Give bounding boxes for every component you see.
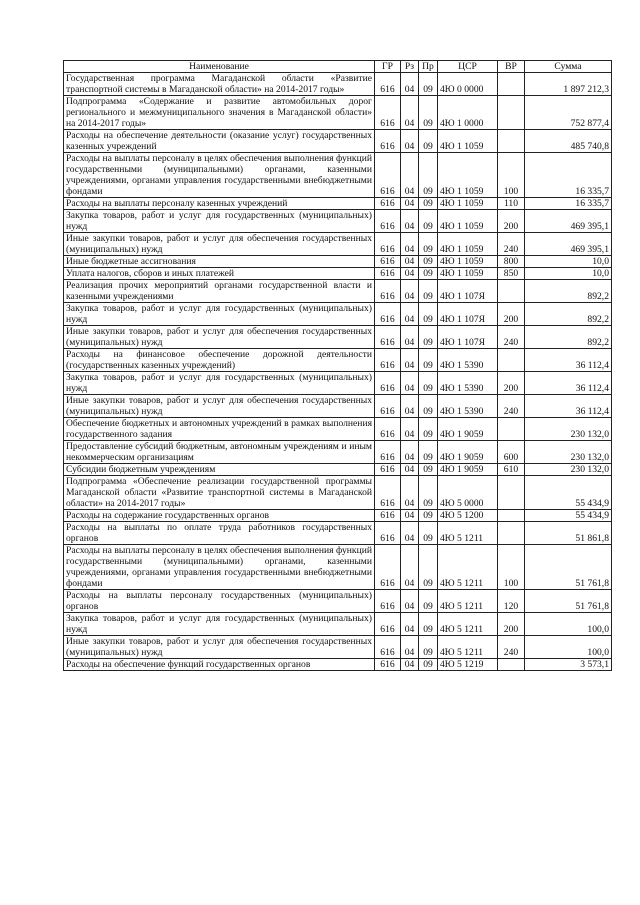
cell-gr: 616 [375, 613, 401, 636]
table-row [64, 96, 612, 130]
cell-csr: 4Ю 5 1200 [438, 510, 498, 522]
cell-csr: 4Ю 5 1219 [438, 659, 498, 671]
cell-name: Закупка товаров, работ и услуг для государственных (муниципальных) нужд [64, 372, 375, 395]
cell-pr: 09 [419, 268, 438, 280]
cell-name: Субсидии бюджетным учреждениям [64, 464, 375, 476]
cell-csr: 4Ю 1 9059 [438, 418, 498, 441]
cell-vr: 100 [498, 153, 525, 198]
cell-sum: 892,2 [525, 303, 612, 326]
cell-name: Расходы на обеспечение деятельности (оказание услуг) государственных казенных учреждений [64, 130, 375, 153]
cell-rz: 04 [401, 636, 419, 659]
table-row [64, 198, 612, 210]
cell-sum: 16 335,7 [525, 153, 612, 198]
cell-rz: 04 [401, 464, 419, 476]
cell-csr: 4Ю 1 9059 [438, 464, 498, 476]
cell-name: Государственная программа Магаданской области «Развитие транспортной системы в Магаданской области» на 2014-2017 годы» [64, 73, 375, 96]
table-row [64, 326, 612, 349]
cell-pr: 09 [419, 233, 438, 256]
cell-pr: 09 [419, 372, 438, 395]
table-row [64, 210, 612, 233]
cell-rz: 04 [401, 395, 419, 418]
table-row [64, 510, 612, 522]
cell-gr: 616 [375, 198, 401, 210]
table-row [64, 268, 612, 280]
cell-csr: 4Ю 1 107Я [438, 303, 498, 326]
cell-csr: 4Ю 0 0000 [438, 73, 498, 96]
cell-vr: 240 [498, 636, 525, 659]
header-vr: ВР [498, 61, 525, 73]
cell-gr: 616 [375, 210, 401, 233]
cell-sum: 55 434,9 [525, 476, 612, 510]
table-body [64, 73, 612, 671]
cell-name: Расходы на выплаты персоналу в целях обеспечения выполнения функций государственными (муниципальными) органами, казенными учреждениями, органами управления государственными внебюджетными фондами [64, 153, 375, 198]
cell-csr: 4Ю 5 0000 [438, 476, 498, 510]
cell-rz: 04 [401, 418, 419, 441]
cell-name: Иные закупки товаров, работ и услуг для обеспечения государственных (муниципальных) нужд [64, 233, 375, 256]
cell-name: Расходы на выплаты персоналу в целях обеспечения выполнения функций государственными (муниципальными) органами, казенными учреждениями, органами управления государственными внебюджетными фондами [64, 545, 375, 590]
cell-rz: 04 [401, 476, 419, 510]
cell-pr: 09 [419, 73, 438, 96]
cell-sum: 752 877,4 [525, 96, 612, 130]
cell-rz: 04 [401, 198, 419, 210]
cell-pr: 09 [419, 613, 438, 636]
cell-rz: 04 [401, 510, 419, 522]
cell-gr: 616 [375, 659, 401, 671]
cell-csr: 4Ю 1 5390 [438, 395, 498, 418]
cell-sum: 230 132,0 [525, 441, 612, 464]
table-row [64, 303, 612, 326]
table-row [64, 464, 612, 476]
cell-csr: 4Ю 1 107Я [438, 326, 498, 349]
document-page [63, 60, 611, 671]
cell-pr: 09 [419, 510, 438, 522]
cell-pr: 09 [419, 210, 438, 233]
cell-sum: 36 112,4 [525, 395, 612, 418]
table-row [64, 233, 612, 256]
cell-sum: 55 434,9 [525, 510, 612, 522]
cell-csr: 4Ю 1 1059 [438, 233, 498, 256]
cell-gr: 616 [375, 418, 401, 441]
cell-rz: 04 [401, 256, 419, 268]
cell-gr: 616 [375, 130, 401, 153]
cell-pr: 09 [419, 590, 438, 613]
cell-vr [498, 349, 525, 372]
header-name: Наименование [64, 61, 375, 73]
cell-rz: 04 [401, 545, 419, 590]
cell-sum: 100,0 [525, 613, 612, 636]
cell-sum: 51 761,8 [525, 590, 612, 613]
table-row [64, 349, 612, 372]
table-row [64, 522, 612, 545]
table-row [64, 545, 612, 590]
cell-gr: 616 [375, 372, 401, 395]
cell-pr: 09 [419, 198, 438, 210]
cell-sum: 16 335,7 [525, 198, 612, 210]
cell-csr: 4Ю 5 1211 [438, 590, 498, 613]
cell-csr: 4Ю 1 9059 [438, 441, 498, 464]
table-row [64, 613, 612, 636]
cell-rz: 04 [401, 613, 419, 636]
budget-table [63, 60, 612, 671]
table-row [64, 153, 612, 198]
cell-pr: 09 [419, 659, 438, 671]
cell-vr: 240 [498, 395, 525, 418]
cell-csr: 4Ю 1 5390 [438, 372, 498, 395]
cell-gr: 616 [375, 303, 401, 326]
cell-name: Реализация прочих мероприятий органами государственной власти и казенными учреждениями [64, 280, 375, 303]
cell-vr: 200 [498, 210, 525, 233]
cell-sum: 469 395,1 [525, 233, 612, 256]
cell-rz: 04 [401, 130, 419, 153]
cell-name: Иные бюджетные ассигнования [64, 256, 375, 268]
cell-gr: 616 [375, 280, 401, 303]
cell-gr: 616 [375, 96, 401, 130]
table-row [64, 395, 612, 418]
cell-rz: 04 [401, 73, 419, 96]
cell-name: Обеспечение бюджетных и автономных учреждений в рамках выполнения государственного задания [64, 418, 375, 441]
cell-vr [498, 280, 525, 303]
cell-gr: 616 [375, 636, 401, 659]
cell-vr: 120 [498, 590, 525, 613]
cell-rz: 04 [401, 659, 419, 671]
cell-pr: 09 [419, 326, 438, 349]
cell-vr: 200 [498, 372, 525, 395]
cell-rz: 04 [401, 522, 419, 545]
cell-name: Расходы на выплаты персоналу казенных учреждений [64, 198, 375, 210]
header-rz: Рз [401, 61, 419, 73]
cell-csr: 4Ю 1 1059 [438, 198, 498, 210]
cell-rz: 04 [401, 326, 419, 349]
cell-pr: 09 [419, 395, 438, 418]
cell-sum: 10,0 [525, 268, 612, 280]
cell-pr: 09 [419, 96, 438, 130]
cell-sum: 100,0 [525, 636, 612, 659]
table-row [64, 636, 612, 659]
cell-vr: 610 [498, 464, 525, 476]
cell-rz: 04 [401, 268, 419, 280]
cell-vr [498, 130, 525, 153]
cell-vr: 240 [498, 326, 525, 349]
cell-vr [498, 659, 525, 671]
cell-vr: 200 [498, 613, 525, 636]
cell-name: Закупка товаров, работ и услуг для государственных (муниципальных) нужд [64, 210, 375, 233]
cell-gr: 616 [375, 73, 401, 96]
table-row [64, 256, 612, 268]
cell-gr: 616 [375, 349, 401, 372]
cell-pr: 09 [419, 522, 438, 545]
cell-gr: 616 [375, 464, 401, 476]
cell-gr: 616 [375, 395, 401, 418]
cell-pr: 09 [419, 130, 438, 153]
cell-pr: 09 [419, 280, 438, 303]
cell-gr: 616 [375, 153, 401, 198]
cell-sum: 51 861,8 [525, 522, 612, 545]
table-row [64, 372, 612, 395]
cell-pr: 09 [419, 303, 438, 326]
cell-pr: 09 [419, 441, 438, 464]
cell-vr [498, 73, 525, 96]
cell-gr: 616 [375, 268, 401, 280]
cell-vr [498, 522, 525, 545]
cell-name: Расходы на содержание государственных органов [64, 510, 375, 522]
header-csr: ЦСР [438, 61, 498, 73]
header-gr: ГР [375, 61, 401, 73]
cell-vr: 100 [498, 545, 525, 590]
cell-sum: 485 740,8 [525, 130, 612, 153]
header-pr: Пр [419, 61, 438, 73]
cell-gr: 616 [375, 326, 401, 349]
cell-gr: 616 [375, 590, 401, 613]
cell-name: Подпрограмма «Содержание и развитие автомобильных дорог регионального и межмуниципального значения в Магаданской области» на 2014-2017 годы» [64, 96, 375, 130]
cell-name: Подпрограмма «Обеспечение реализации государственной программы Магаданской области «Развитие транспортной системы в Магаданской области» на 2014-2017 годы» [64, 476, 375, 510]
table-row [64, 130, 612, 153]
cell-name: Иные закупки товаров, работ и услуг для обеспечения государственных (муниципальных) нужд [64, 395, 375, 418]
cell-vr: 800 [498, 256, 525, 268]
cell-gr: 616 [375, 256, 401, 268]
cell-csr: 4Ю 5 1211 [438, 636, 498, 659]
cell-vr [498, 96, 525, 130]
cell-vr: 850 [498, 268, 525, 280]
cell-csr: 4Ю 1 107Я [438, 280, 498, 303]
cell-csr: 4Ю 1 0000 [438, 96, 498, 130]
cell-rz: 04 [401, 96, 419, 130]
cell-csr: 4Ю 1 1059 [438, 210, 498, 233]
cell-name: Расходы на обеспечение функций государственных органов [64, 659, 375, 671]
cell-csr: 4Ю 5 1211 [438, 545, 498, 590]
cell-sum: 892,2 [525, 326, 612, 349]
cell-csr: 4Ю 1 1059 [438, 153, 498, 198]
cell-rz: 04 [401, 349, 419, 372]
cell-gr: 616 [375, 545, 401, 590]
cell-gr: 616 [375, 476, 401, 510]
header-sum: Сумма [525, 61, 612, 73]
cell-pr: 09 [419, 545, 438, 590]
cell-vr [498, 476, 525, 510]
cell-name: Расходы на финансовое обеспечение дорожной деятельности (государственных казенных учреждений) [64, 349, 375, 372]
cell-vr: 200 [498, 303, 525, 326]
cell-sum: 36 112,4 [525, 349, 612, 372]
cell-gr: 616 [375, 510, 401, 522]
table-row [64, 418, 612, 441]
cell-sum: 51 761,8 [525, 545, 612, 590]
cell-sum: 1 897 212,3 [525, 73, 612, 96]
cell-rz: 04 [401, 233, 419, 256]
cell-pr: 09 [419, 418, 438, 441]
cell-sum: 892,2 [525, 280, 612, 303]
cell-rz: 04 [401, 590, 419, 613]
cell-csr: 4Ю 1 5390 [438, 349, 498, 372]
cell-csr: 4Ю 1 1059 [438, 130, 498, 153]
table-row [64, 73, 612, 96]
table-header-row [64, 61, 612, 73]
cell-gr: 616 [375, 233, 401, 256]
cell-pr: 09 [419, 256, 438, 268]
cell-name: Иные закупки товаров, работ и услуг для обеспечения государственных (муниципальных) нужд [64, 326, 375, 349]
cell-sum: 3 573,1 [525, 659, 612, 671]
cell-csr: 4Ю 5 1211 [438, 522, 498, 545]
table-row [64, 476, 612, 510]
table-row [64, 659, 612, 671]
cell-name: Иные закупки товаров, работ и услуг для обеспечения государственных (муниципальных) нужд [64, 636, 375, 659]
cell-sum: 230 132,0 [525, 418, 612, 441]
cell-name: Расходы на выплаты по оплате труда работников государственных органов [64, 522, 375, 545]
cell-sum: 10,0 [525, 256, 612, 268]
cell-pr: 09 [419, 349, 438, 372]
cell-vr: 600 [498, 441, 525, 464]
cell-rz: 04 [401, 280, 419, 303]
cell-rz: 04 [401, 441, 419, 464]
cell-vr [498, 418, 525, 441]
cell-sum: 469 395,1 [525, 210, 612, 233]
cell-pr: 09 [419, 464, 438, 476]
table-row [64, 441, 612, 464]
cell-csr: 4Ю 1 1059 [438, 256, 498, 268]
cell-vr [498, 510, 525, 522]
cell-rz: 04 [401, 303, 419, 326]
cell-name: Уплата налогов, сборов и иных платежей [64, 268, 375, 280]
cell-name: Предоставление субсидий бюджетным, автономным учреждениям и иным некоммерческим организациям [64, 441, 375, 464]
cell-rz: 04 [401, 210, 419, 233]
cell-name: Расходы на выплаты персоналу государственных (муниципальных) органов [64, 590, 375, 613]
cell-rz: 04 [401, 372, 419, 395]
cell-gr: 616 [375, 441, 401, 464]
cell-pr: 09 [419, 153, 438, 198]
cell-gr: 616 [375, 522, 401, 545]
cell-rz: 04 [401, 153, 419, 198]
cell-csr: 4Ю 1 1059 [438, 268, 498, 280]
cell-sum: 230 132,0 [525, 464, 612, 476]
cell-pr: 09 [419, 636, 438, 659]
cell-name: Закупка товаров, работ и услуг для государственных (муниципальных) нужд [64, 303, 375, 326]
cell-sum: 36 112,4 [525, 372, 612, 395]
cell-csr: 4Ю 5 1211 [438, 613, 498, 636]
cell-name: Закупка товаров, работ и услуг для государственных (муниципальных) нужд [64, 613, 375, 636]
cell-pr: 09 [419, 476, 438, 510]
table-row [64, 280, 612, 303]
cell-vr: 110 [498, 198, 525, 210]
table-row [64, 590, 612, 613]
cell-vr: 240 [498, 233, 525, 256]
